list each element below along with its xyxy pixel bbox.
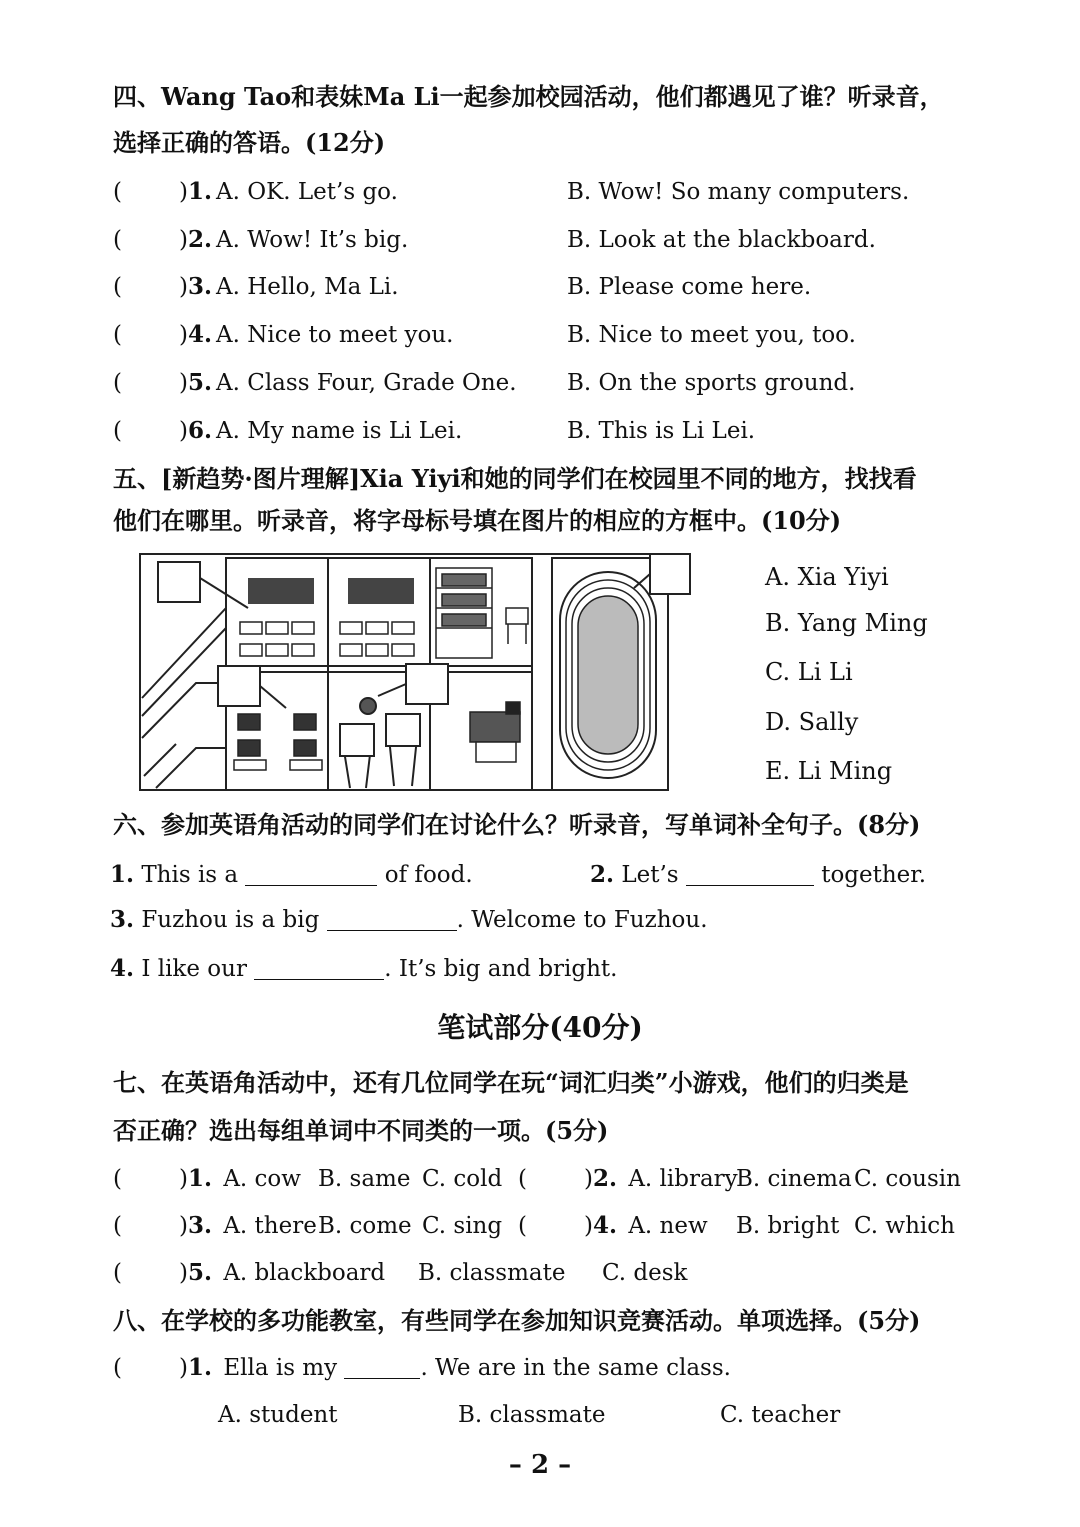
section-5-title-line2: 他们在哪里。听录音，将字母标号填在图片的相应的方框中。(10分) bbox=[113, 506, 842, 535]
s4-option-b: B. Please come here. bbox=[567, 274, 812, 300]
s4-item: ( )2. A. Wow! It’s big. bbox=[113, 226, 409, 253]
s6-q1: 1. This is a of food. bbox=[110, 861, 473, 888]
section-5-title-line1: 五、[新趋势·图片理解]Xia Yiyi和她的同学们在校园里不同的地方，找找看 bbox=[113, 464, 917, 493]
s7-q3-c: C. sing bbox=[422, 1213, 503, 1239]
page-number: – 2 – bbox=[508, 1450, 572, 1480]
s7-q5-b: B. classmate bbox=[418, 1260, 566, 1286]
s6-q3: 3. Fuzhou is a big . Welcome to Fuzhou. bbox=[110, 906, 708, 933]
answer-paren[interactable]: ( bbox=[113, 1260, 122, 1286]
section-6-title: 六、参加英语角活动的同学们在讨论什么？听录音，写单词补全句子。(8分) bbox=[113, 810, 921, 839]
answer-box-1 bbox=[158, 562, 200, 602]
s4-option-b: B. Look at the blackboard. bbox=[567, 227, 876, 253]
s8-q1-option-c: C. teacher bbox=[720, 1402, 841, 1428]
s7-q2-b: B. cinema bbox=[736, 1166, 852, 1192]
answer-paren[interactable]: ( bbox=[113, 1355, 122, 1381]
answer-box-3 bbox=[218, 666, 260, 706]
s6-q2-blank[interactable] bbox=[686, 863, 814, 886]
s7-q4-b: B. bright bbox=[736, 1213, 840, 1239]
answer-paren[interactable]: ( bbox=[113, 179, 122, 205]
answer-box-4 bbox=[406, 664, 448, 704]
s4-option-b: B. Wow! So many computers. bbox=[567, 179, 910, 205]
s7-row1-right: ( )2. A. library bbox=[518, 1165, 738, 1192]
s8-q1-option-b: B. classmate bbox=[458, 1402, 606, 1428]
s4-option-a: A. OK. Let’s go. bbox=[216, 179, 398, 205]
written-part-title: 笔试部分(40分) bbox=[437, 1011, 643, 1044]
s7-q2-c: C. cousin bbox=[854, 1166, 961, 1192]
s5-option: C. Li Li bbox=[765, 658, 853, 686]
s4-item: ( )5. A. Class Four, Grade One. bbox=[113, 369, 517, 396]
s5-option: D. Sally bbox=[765, 708, 859, 736]
section-4-title-line1: 四、Wang Tao和表妹Ma Li一起参加校园活动，他们都遇见了谁？听录音， bbox=[113, 82, 944, 111]
s4-item: ( )4. A. Nice to meet you. bbox=[113, 321, 454, 348]
s6-q4-blank[interactable] bbox=[254, 957, 384, 980]
s5-option: A. Xia Yiyi bbox=[765, 563, 889, 591]
s7-row2-right: ( )4. A. new bbox=[518, 1212, 708, 1239]
s7-row3: ( )5. A. blackboard bbox=[113, 1259, 386, 1286]
s7-q3-b: B. come bbox=[318, 1213, 412, 1239]
answer-paren[interactable]: ( bbox=[113, 370, 122, 396]
s4-option-b: B. Nice to meet you, too. bbox=[567, 322, 856, 348]
s6-q2: 2. Let’s together. bbox=[590, 861, 927, 888]
s4-item: ( )1. A. OK. Let’s go. bbox=[113, 178, 398, 205]
s4-item: ( )6. A. My name is Li Lei. bbox=[113, 417, 463, 444]
section-4-title-line2: 选择正确的答语。(12分) bbox=[113, 128, 386, 157]
s4-option-b: B. On the sports ground. bbox=[567, 370, 856, 396]
s7-row1-left: ( )1. A. cow bbox=[113, 1165, 301, 1192]
section-7-title-line2: 否正确？选出每组单词中不同类的一项。(5分) bbox=[113, 1116, 609, 1145]
s5-option: B. Yang Ming bbox=[765, 609, 928, 637]
s6-q1-blank[interactable] bbox=[245, 863, 377, 886]
school-picture bbox=[136, 548, 696, 794]
s4-option-a: A. Hello, Ma Li. bbox=[216, 274, 399, 300]
answer-paren[interactable]: ( bbox=[518, 1166, 527, 1192]
answer-box-2 bbox=[650, 554, 690, 594]
section-8-title: 八、在学校的多功能教室，有些同学在参加知识竞赛活动。单项选择。(5分) bbox=[113, 1306, 921, 1335]
s5-option: E. Li Ming bbox=[765, 757, 893, 785]
s6-q3-blank[interactable] bbox=[327, 908, 457, 931]
s8-q1-option-a: A. student bbox=[218, 1402, 338, 1428]
answer-paren[interactable]: ( bbox=[113, 227, 122, 253]
s4-option-a: A. My name is Li Lei. bbox=[216, 418, 463, 444]
s4-option-a: A. Class Four, Grade One. bbox=[216, 370, 517, 396]
s8-q1: ( )1. Ella is my . We are in the same class. bbox=[113, 1354, 731, 1381]
answer-paren[interactable]: ( bbox=[113, 274, 122, 300]
s6-q4: 4. I like our . It’s big and bright. bbox=[110, 955, 618, 982]
s7-q1-b: B. same bbox=[318, 1166, 411, 1192]
s7-row2-left: ( )3. A. there bbox=[113, 1212, 317, 1239]
s7-q1-c: C. cold bbox=[422, 1166, 503, 1192]
answer-paren[interactable]: ( bbox=[113, 1213, 122, 1239]
answer-paren[interactable]: ( bbox=[113, 322, 122, 348]
s7-q4-c: C. which bbox=[854, 1213, 955, 1239]
section-7-title-line1: 七、在英语角活动中，还有几位同学在玩“词汇归类”小游戏，他们的归类是 bbox=[113, 1068, 909, 1097]
s4-option-a: A. Wow! It’s big. bbox=[216, 227, 409, 253]
answer-paren[interactable]: ( bbox=[518, 1213, 527, 1239]
answer-paren[interactable]: ( bbox=[113, 1166, 122, 1192]
answer-paren[interactable]: ( bbox=[113, 418, 122, 444]
s4-option-a: A. Nice to meet you. bbox=[216, 322, 454, 348]
s7-q5-c: C. desk bbox=[602, 1260, 688, 1286]
s4-item: ( )3. A. Hello, Ma Li. bbox=[113, 273, 399, 300]
s8-q1-blank[interactable] bbox=[344, 1356, 420, 1379]
s4-option-b: B. This is Li Lei. bbox=[567, 418, 756, 444]
